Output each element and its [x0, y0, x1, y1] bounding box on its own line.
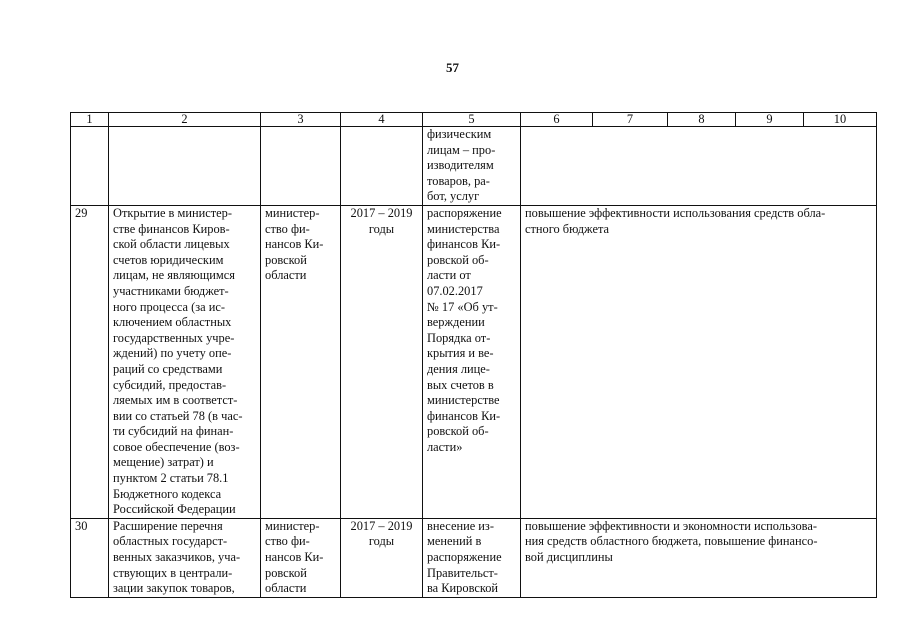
- column-number-6: 6: [521, 113, 593, 127]
- column-number-10: 10: [804, 113, 877, 127]
- column-number-9: 9: [736, 113, 804, 127]
- measure-name: Расширение перечня областных государст- венных заказчиков, уча- ствующих в централи- зации закупок товаров,: [109, 518, 261, 597]
- implementation-period: 2017 – 2019 годы: [341, 205, 423, 518]
- column-number-1: 1: [71, 113, 109, 127]
- expected-result: повышение эффективности и экономности использова- ния средств областного бюджета, повышение финансо- вой дисциплины: [521, 518, 877, 597]
- row-number: 29: [71, 205, 109, 518]
- column-number-5: 5: [423, 113, 521, 127]
- continuation-legal-basis: физическим лицам – про- изводителям товаров, ра- бот, услуг: [423, 127, 521, 206]
- column-number-3: 3: [261, 113, 341, 127]
- implementation-period: 2017 – 2019 годы: [341, 518, 423, 597]
- expected-result: повышение эффективности использования средств обла- стного бюджета: [521, 205, 877, 518]
- column-number-8: 8: [668, 113, 736, 127]
- continuation-row: [71, 127, 877, 206]
- page-number: 57: [446, 60, 459, 75]
- responsible-executor: министер- ство фи- нансов Ки- ровской области: [261, 205, 341, 518]
- column-number-2: 2: [109, 113, 261, 127]
- legal-basis: внесение из- менений в распоряжение Правительст- ва Кировской: [423, 518, 521, 597]
- row-number: 30: [71, 518, 109, 597]
- table-row: [71, 205, 877, 518]
- table-row: [71, 518, 877, 597]
- column-number-row: [71, 113, 877, 127]
- column-number-4: 4: [341, 113, 423, 127]
- plan-table: [70, 112, 877, 598]
- responsible-executor: министер- ство фи- нансов Ки- ровской области: [261, 518, 341, 597]
- measure-name: Открытие в министер- стве финансов Киров- ской области лицевых счетов юридическим лицам, не являющимся участниками бюджет- ного процесса (за ис- ключением областных государственных учре- ждений) по учету опе- раций со средствами субсидий, предостав- ляемых им в соответст- вии со статьей 78 (в час- ти субсидий на финан- совое обеспечение (воз- мещение) затрат) и пунктом 2 статьи 78.1 Бюджетного кодекса Российской Федерации: [109, 205, 261, 518]
- legal-basis: распоряжение министерства финансов Ки- ровской об- ласти от 07.02.2017 № 17 «Об ут- верждении Порядка от- крытия и ве- дения лице- вых счетов в министерстве финансов Ки- ровской об- ласти»: [423, 205, 521, 518]
- column-number-7: 7: [593, 113, 668, 127]
